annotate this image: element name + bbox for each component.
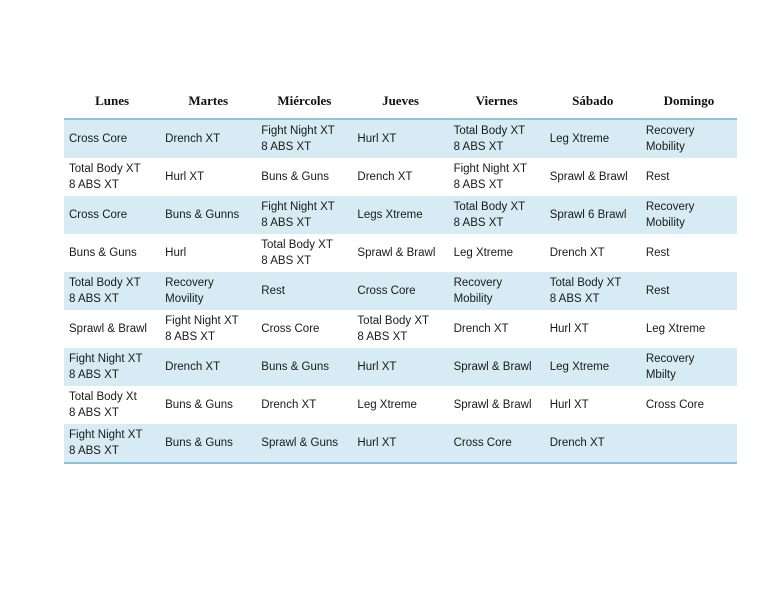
table-row [64, 310, 737, 348]
table-cell [256, 119, 352, 158]
cell-line: Recovery [453, 277, 503, 289]
cell-line: Hurl XT [357, 361, 397, 373]
table-cell [352, 234, 448, 272]
table-cell [352, 272, 448, 310]
cell-line: Mobility [453, 293, 493, 305]
cell-line: Cross Core [69, 133, 128, 145]
cell-line: Drench XT [357, 171, 413, 183]
cell-line: Drench XT [549, 437, 605, 449]
cell-line: 8 ABS XT [261, 255, 312, 267]
cell-line: Drench XT [453, 323, 509, 335]
table-cell [641, 310, 737, 348]
cell-line: Total Body XT [69, 163, 141, 175]
cell-line: Drench XT [165, 361, 221, 373]
cell-line: 8 ABS XT [69, 293, 119, 305]
cell-line: Mobility [645, 217, 685, 229]
table-cell [352, 310, 448, 348]
cell-line: Fight Night XT [69, 353, 143, 365]
cell-line: Leg Xtreme [357, 399, 417, 411]
table-cell [160, 310, 256, 348]
cell-line: Recovery [645, 201, 695, 213]
cell-line: Legs Xtreme [357, 209, 423, 221]
cell-line: Leg Xtreme [549, 133, 610, 145]
cell-line: Cross Core [357, 285, 416, 297]
cell-line: 8 ABS XT [69, 369, 119, 381]
header-martes: Martes [160, 84, 256, 119]
cell-line: Mobility [645, 141, 685, 153]
cell-line: Leg Xtreme [645, 323, 706, 335]
table-cell [64, 424, 160, 463]
table-cell [352, 424, 448, 463]
cell-line: Total Body Xt [69, 391, 137, 403]
cell-line: Sprawl & Brawl [69, 323, 147, 335]
table-cell [256, 234, 352, 272]
table-cell [545, 158, 641, 196]
table-row [64, 119, 737, 158]
table-cell [256, 196, 352, 234]
cell-line: 8 ABS XT [261, 141, 312, 153]
table-cell [545, 234, 641, 272]
cell-line: Buns & Guns [261, 361, 330, 373]
table-row [64, 234, 737, 272]
header-miercoles: Miércoles [256, 84, 352, 119]
table-cell [352, 348, 448, 386]
cell-line: 8 ABS XT [165, 331, 215, 343]
table-cell [641, 234, 737, 272]
table-cell [160, 348, 256, 386]
table-row [64, 424, 737, 463]
table-cell [256, 424, 352, 463]
table-cell [160, 158, 256, 196]
cell-line: Leg Xtreme [549, 361, 610, 373]
table-cell [64, 386, 160, 424]
table-cell [449, 196, 545, 234]
cell-line: Fight Night XT [261, 201, 335, 213]
table-cell [64, 119, 160, 158]
table-cell [64, 310, 160, 348]
cell-line: Sprawl 6 Brawl [549, 209, 627, 221]
cell-line: 8 ABS XT [453, 217, 504, 229]
table-cell [64, 158, 160, 196]
header-jueves: Jueves [352, 84, 448, 119]
table-cell [545, 424, 641, 463]
cell-line: Sprawl & Brawl [357, 247, 436, 259]
header-row [64, 84, 737, 119]
cell-line: Cross Core [453, 437, 512, 449]
cell-line: Sprawl & Brawl [453, 361, 532, 373]
header-lunes: Lunes [64, 84, 160, 119]
cell-line: Rest [645, 285, 670, 297]
header-sabado: Sábado [545, 84, 641, 119]
cell-line: Leg Xtreme [453, 247, 514, 259]
table-cell [641, 119, 737, 158]
table-cell [449, 119, 545, 158]
cell-line: Fight Night XT [261, 125, 335, 137]
header-viernes: Viernes [449, 84, 545, 119]
cell-line: Cross Core [645, 399, 704, 411]
cell-line: Drench XT [549, 247, 605, 259]
cell-line: Total Body XT [357, 315, 430, 327]
table-cell [449, 234, 545, 272]
cell-line: 8 ABS XT [357, 331, 408, 343]
cell-line: 8 ABS XT [549, 293, 600, 305]
table-cell [641, 196, 737, 234]
cell-line: Recovery [165, 277, 214, 289]
table-cell [256, 348, 352, 386]
table-row [64, 272, 737, 310]
weekly-schedule-table [64, 84, 737, 464]
cell-line: Total Body XT [453, 125, 526, 137]
cell-line: Cross Core [69, 209, 128, 221]
cell-line: Rest [645, 247, 670, 259]
table-cell [449, 348, 545, 386]
cell-line: 8 ABS XT [453, 179, 504, 191]
cell-line: Movility [165, 293, 204, 305]
table-cell [64, 272, 160, 310]
table-cell [160, 119, 256, 158]
cell-line: Fight Night XT [453, 163, 528, 175]
cell-line: Buns & Guns [165, 399, 233, 411]
cell-line: Drench XT [261, 399, 317, 411]
cell-line: Hurl XT [357, 133, 397, 145]
cell-line: Fight Night XT [165, 315, 239, 327]
table-cell [160, 424, 256, 463]
table-cell [352, 196, 448, 234]
table-cell [449, 424, 545, 463]
table-row [64, 348, 737, 386]
table-row [64, 158, 737, 196]
table-cell [641, 386, 737, 424]
table-cell [545, 310, 641, 348]
cell-line: 8 ABS XT [453, 141, 504, 153]
table-cell [545, 348, 641, 386]
header-domingo: Domingo [641, 84, 737, 119]
cell-line: Hurl XT [549, 399, 589, 411]
cell-line: Buns & Guns [165, 437, 233, 449]
cell-line: Fight Night XT [69, 429, 143, 441]
table-cell [641, 158, 737, 196]
table-body [64, 119, 737, 463]
table-cell [256, 272, 352, 310]
cell-line: Mbilty [645, 369, 676, 381]
cell-line: Cross Core [261, 323, 320, 335]
table-cell [160, 234, 256, 272]
cell-line: 8 ABS XT [69, 445, 119, 457]
table-cell [545, 386, 641, 424]
cell-line: 8 ABS XT [261, 217, 312, 229]
table-cell [641, 348, 737, 386]
cell-line: Rest [261, 285, 285, 297]
cell-line: Total Body XT [261, 239, 333, 251]
table-header [64, 84, 737, 119]
cell-line: Hurl XT [549, 323, 589, 335]
table-cell [545, 272, 641, 310]
table-cell [64, 196, 160, 234]
cell-line: Drench XT [165, 133, 221, 145]
table-cell [160, 386, 256, 424]
cell-line: Hurl XT [165, 171, 205, 183]
cell-line: Buns & Guns [261, 171, 330, 183]
cell-line: 8 ABS XT [69, 179, 119, 191]
cell-line: Sprawl & Guns [261, 437, 338, 449]
table-cell [256, 386, 352, 424]
cell-line: Sprawl & Brawl [453, 399, 532, 411]
cell-line: Rest [645, 171, 670, 183]
table-cell [160, 272, 256, 310]
table-cell [545, 196, 641, 234]
cell-line: Hurl [165, 247, 187, 259]
table-cell [352, 158, 448, 196]
cell-line: Total Body XT [69, 277, 141, 289]
table-cell [641, 272, 737, 310]
cell-line: Buns & Guns [69, 247, 137, 259]
cell-line: Recovery [645, 125, 695, 137]
table-row [64, 386, 737, 424]
table-cell [352, 386, 448, 424]
table-cell [256, 158, 352, 196]
cell-line: 8 ABS XT [69, 407, 119, 419]
table-cell [256, 310, 352, 348]
cell-line: Buns & Gunns [165, 209, 240, 221]
table-cell [160, 196, 256, 234]
table-cell [449, 386, 545, 424]
table-cell [449, 310, 545, 348]
table-cell [449, 158, 545, 196]
cell-line: Hurl XT [357, 437, 397, 449]
table-cell [545, 119, 641, 158]
cell-line: Sprawl & Brawl [549, 171, 628, 183]
cell-line: Total Body XT [549, 277, 622, 289]
table-cell [449, 272, 545, 310]
table-cell [64, 234, 160, 272]
table-cell [641, 424, 737, 463]
cell-line: Recovery [645, 353, 695, 365]
table-cell [64, 348, 160, 386]
table-cell [352, 119, 448, 158]
cell-line: Total Body XT [453, 201, 526, 213]
table-row [64, 196, 737, 234]
